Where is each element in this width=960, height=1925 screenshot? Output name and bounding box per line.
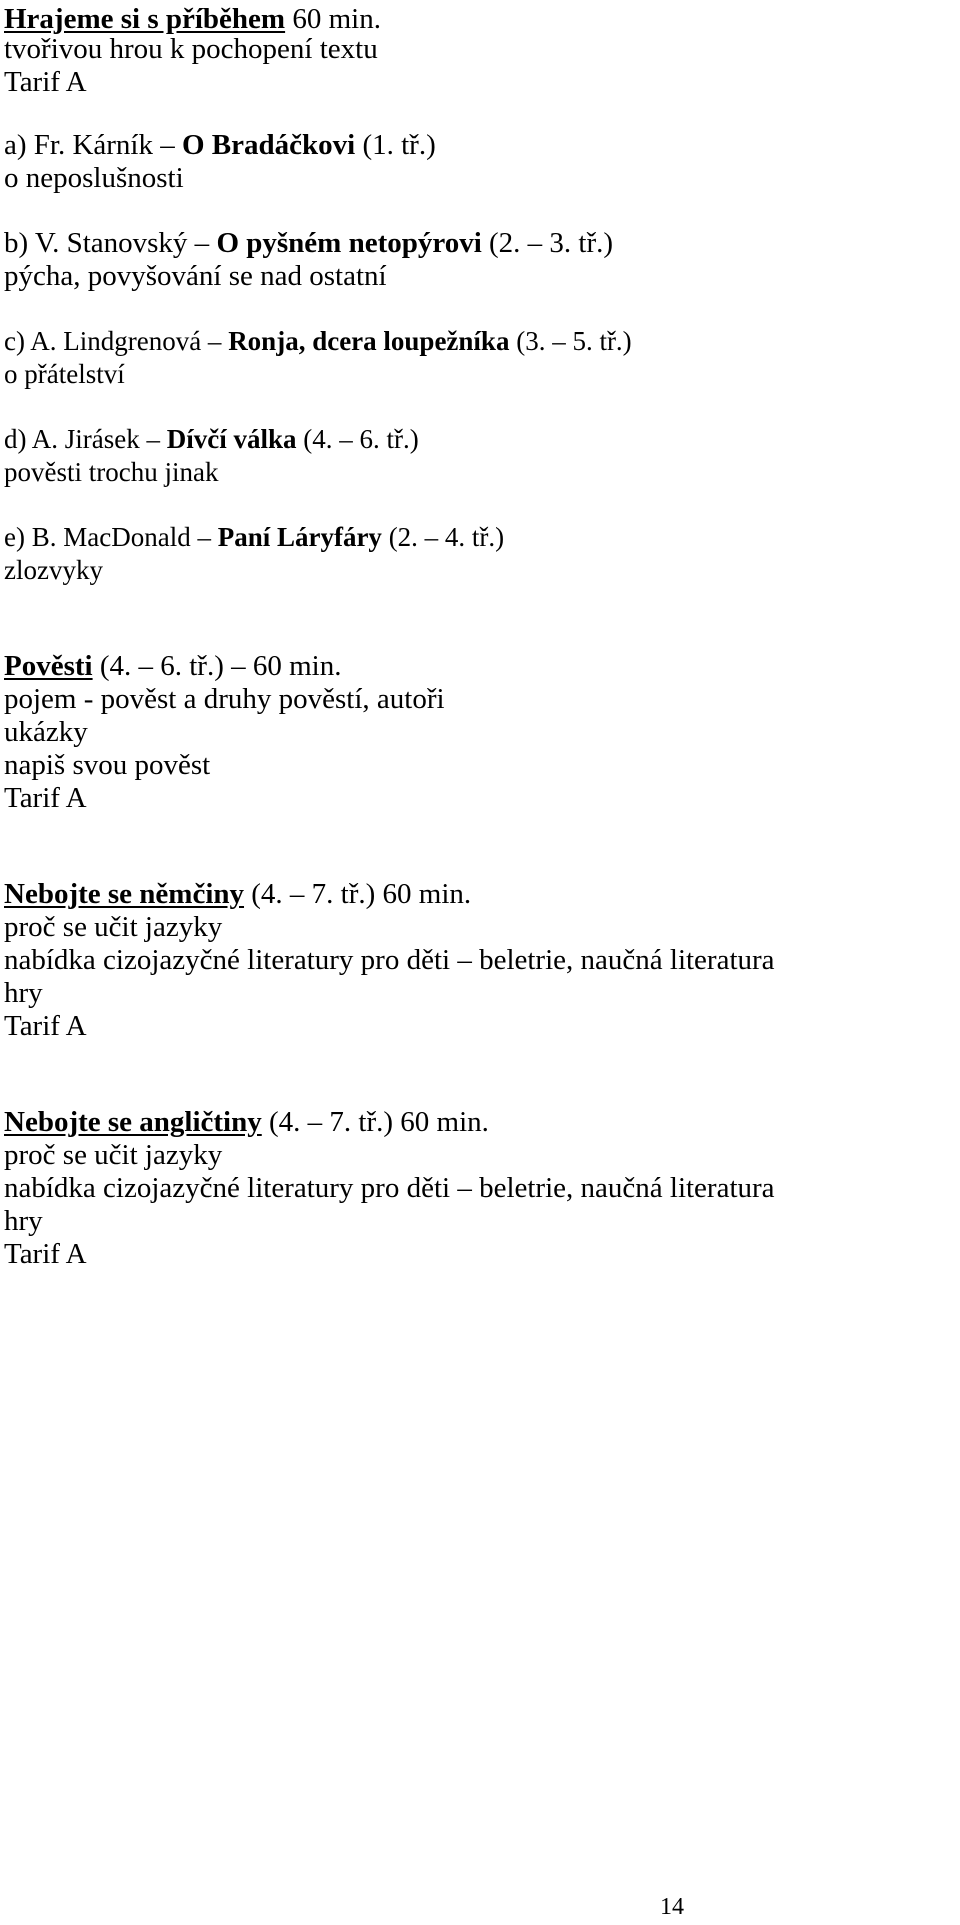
section-title: Nebojte se angličtiny — [4, 1106, 262, 1138]
book-topic: o neposlušnosti — [4, 162, 184, 194]
book-entry — [4, 226, 613, 260]
section-description: tvořivou hrou k pochopení textu — [4, 33, 378, 65]
section-tariff: Tarif A — [4, 1238, 87, 1270]
section-duration: 60 min. — [292, 3, 381, 35]
book-title: Paní Láryfáry — [217, 522, 382, 552]
book-grade: (2. – 4. tř.) — [388, 522, 505, 552]
section-details: (4. – 6. tř.) – 60 min. — [99, 650, 342, 682]
section-line: proč se učit jazyky — [4, 1139, 223, 1171]
book-title: Ronja, dcera loupežníka — [228, 326, 510, 356]
book-author: d) A. Jirásek – — [4, 424, 160, 454]
book-entry — [4, 422, 419, 456]
section-title: Pověsti — [4, 650, 93, 682]
book-grade: (2. – 3. tř.) — [489, 227, 614, 259]
book-entry — [4, 324, 632, 358]
section-line: nabídka cizojazyčné literatury pro děti – beletrie, naučná literatura — [4, 944, 775, 976]
book-author: a) Fr. Kárník – — [4, 129, 175, 161]
book-author: e) B. MacDonald – — [4, 522, 211, 552]
book-grade: (1. tř.) — [362, 129, 436, 161]
book-entry — [4, 128, 436, 162]
section-tariff: Tarif A — [4, 782, 87, 814]
section-tariff: Tarif A — [4, 66, 87, 98]
book-entry — [4, 520, 504, 554]
section-line: pojem - pověst a druhy pověstí, autoři — [4, 683, 445, 715]
section-line: proč se učit jazyky — [4, 911, 223, 943]
section-line: hry — [4, 1205, 43, 1237]
section-heading — [4, 877, 471, 911]
section-line: ukázky — [4, 716, 88, 748]
section-heading — [4, 649, 342, 683]
book-author: c) A. Lindgrenová – — [4, 326, 222, 356]
section-details: (4. – 7. tř.) 60 min. — [269, 1106, 489, 1138]
book-title: O Bradáčkovi — [182, 129, 356, 161]
section-heading — [4, 2, 381, 36]
book-topic: pýcha, povyšování se nad ostatní — [4, 260, 387, 292]
book-grade: (4. – 6. tř.) — [303, 424, 419, 454]
book-topic: o přátelství — [4, 359, 125, 389]
section-line: napiš svou pověst — [4, 749, 211, 781]
section-title: Nebojte se němčiny — [4, 878, 245, 910]
section-tariff: Tarif A — [4, 1010, 87, 1042]
book-topic: pověsti trochu jinak — [4, 457, 219, 487]
section-line: hry — [4, 977, 43, 1009]
section-details: (4. – 7. tř.) 60 min. — [251, 878, 472, 910]
book-title: O pyšném netopýrovi — [216, 227, 482, 259]
section-title: Hrajeme si s příběhem — [4, 3, 286, 35]
section-heading — [4, 1105, 489, 1139]
book-title: Dívčí válka — [166, 424, 297, 454]
book-author: b) V. Stanovský – — [4, 227, 210, 259]
section-line: nabídka cizojazyčné literatury pro děti – beletrie, naučná literatura — [4, 1172, 775, 1204]
book-grade: (3. – 5. tř.) — [516, 326, 632, 356]
book-topic: zlozvyky — [4, 555, 103, 585]
page-number: 14 — [660, 1894, 684, 1920]
